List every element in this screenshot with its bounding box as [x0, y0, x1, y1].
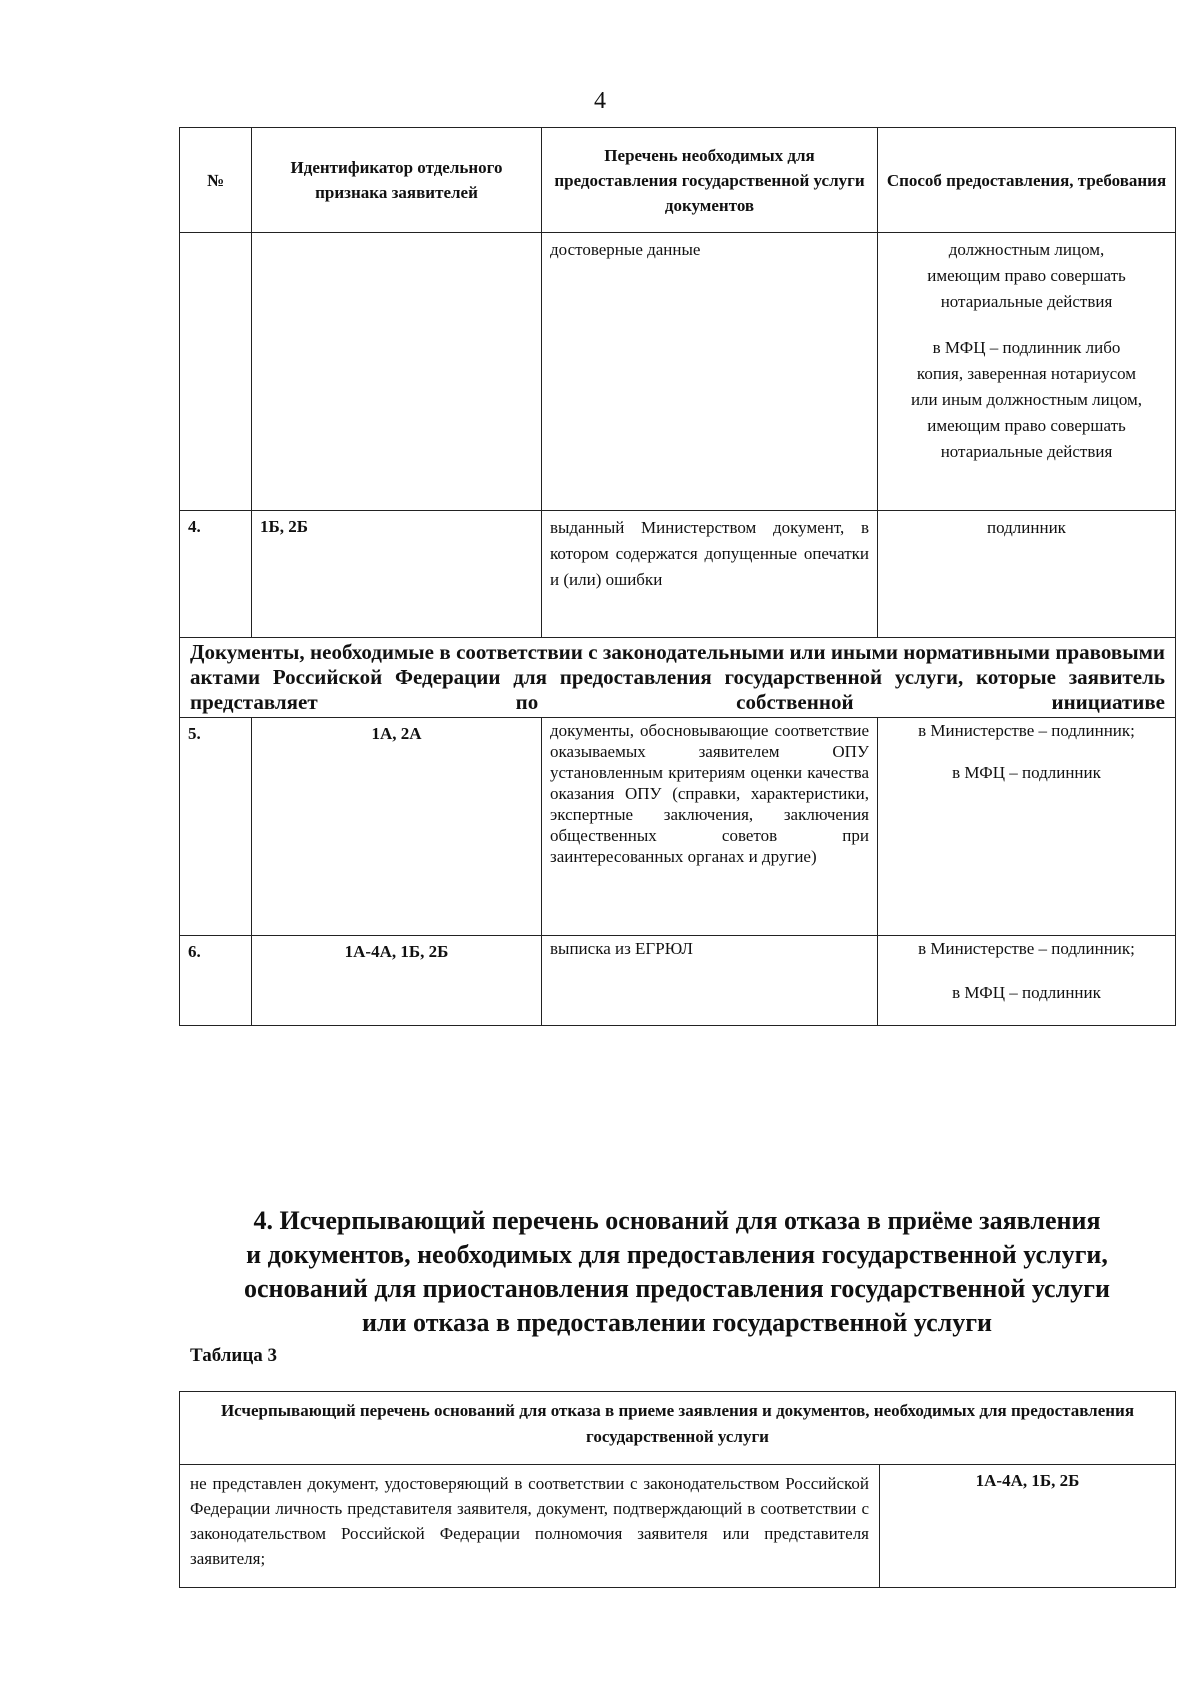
refusal-ground-text: не представлен документ, удостоверяющий в соответствии с законодательством Российской Федерации личность представителя заявителя, документ, подтверждающий в соответствии с законодательством Российской Федерации полномочия заявителя или представителя заявителя; [180, 1465, 880, 1588]
section-heading-row [180, 638, 1176, 718]
header-documents: Перечень необходимых для предоставления государственной услуги документов [542, 128, 878, 233]
refusal-grounds-table [179, 1391, 1176, 1588]
table-row [180, 718, 1176, 936]
method-line: в МФЦ – подлинник либо [932, 338, 1121, 357]
method-line: должностным лицом, [948, 240, 1105, 259]
row-document-cell: достоверные данные [542, 233, 878, 511]
row-identifier-cell [252, 233, 542, 511]
page-number: 4 [594, 88, 606, 114]
section-4-heading [179, 1204, 1175, 1340]
table-row [180, 511, 1176, 638]
method-line: в МФЦ – подлинник [952, 983, 1101, 1002]
row-document-cell: выписка из ЕГРЮЛ [542, 936, 878, 1026]
method-spacer [886, 315, 1167, 335]
row-document-cell: выданный Министерством документ, в котором содержатся допущенные опечатки и (или) ошибки [542, 511, 878, 638]
method-line: или иным должностным лицом, [910, 390, 1143, 409]
table-header-row [180, 128, 1176, 233]
table-row [180, 936, 1176, 1026]
row-document-cell: документы, обосновывающие соответствие оказываемых заявителем ОПУ установленным критериям оценки качества оказания ОПУ (справки, характеристики, экспертные заключения, заключения общественных советов при заинтересованных органах и другие) [542, 718, 878, 936]
heading-line: оснований для приостановления предоставления государственной услуги [244, 1274, 1110, 1303]
table-header-row [180, 1392, 1176, 1465]
heading-line: и документов, необходимых для предоставления государственной услуги, [246, 1240, 1108, 1269]
header-method: Способ предоставления, требования [878, 128, 1176, 233]
row-identifier-cell: 1А-4А, 1Б, 2Б [252, 936, 542, 1026]
row-number-cell [180, 233, 252, 511]
heading-line: или отказа в предоставлении государственной услуги [361, 1308, 993, 1337]
method-line: имеющим право совершать [927, 266, 1126, 285]
header-identifier: Идентификатор отдельного признака заявителей [252, 128, 542, 233]
method-line: имеющим право совершать [927, 416, 1126, 435]
row-method-cell [878, 936, 1176, 1026]
method-line: нотариальные действия [940, 442, 1113, 461]
row-identifier-cell: 1Б, 2Б [252, 511, 542, 638]
method-line: копия, заверенная нотариусом [916, 364, 1137, 383]
method-line: в Министерстве – подлинник; [918, 721, 1135, 740]
section-heading: Документы, необходимые в соответствии с законодательными или иными нормативными правовыми актами Российской Федерации для предоставления государственной услуги, которые заявитель представляет по собственной инициативе [180, 638, 1176, 718]
method-line: нотариальные действия [940, 292, 1113, 311]
header-number: № [180, 128, 252, 233]
heading-line: 4. Исчерпывающий перечень оснований для отказа в приёме заявления [253, 1206, 1101, 1235]
row-identifier-cell: 1А, 2А [252, 718, 542, 936]
row-method-cell: подлинник [878, 511, 1176, 638]
row-number-cell: 6. [180, 936, 252, 1026]
method-spacer [886, 960, 1167, 982]
row-method-cell [878, 718, 1176, 936]
method-spacer [886, 742, 1167, 762]
table-row [180, 233, 1176, 511]
row-number-cell: 5. [180, 718, 252, 936]
row-method-cell [878, 233, 1176, 511]
table-label: Таблица 3 [190, 1345, 278, 1366]
method-line: в Министерстве – подлинник; [918, 939, 1135, 958]
method-line: в МФЦ – подлинник [952, 763, 1101, 782]
table-row [180, 1465, 1176, 1588]
table3-header: Исчерпывающий перечень оснований для отказа в приеме заявления и документов, необходимых для предоставления государственной услуги [180, 1392, 1176, 1465]
refusal-ground-identifier: 1А-4А, 1Б, 2Б [880, 1465, 1176, 1588]
row-number-cell: 4. [180, 511, 252, 638]
documents-table [179, 127, 1176, 1026]
